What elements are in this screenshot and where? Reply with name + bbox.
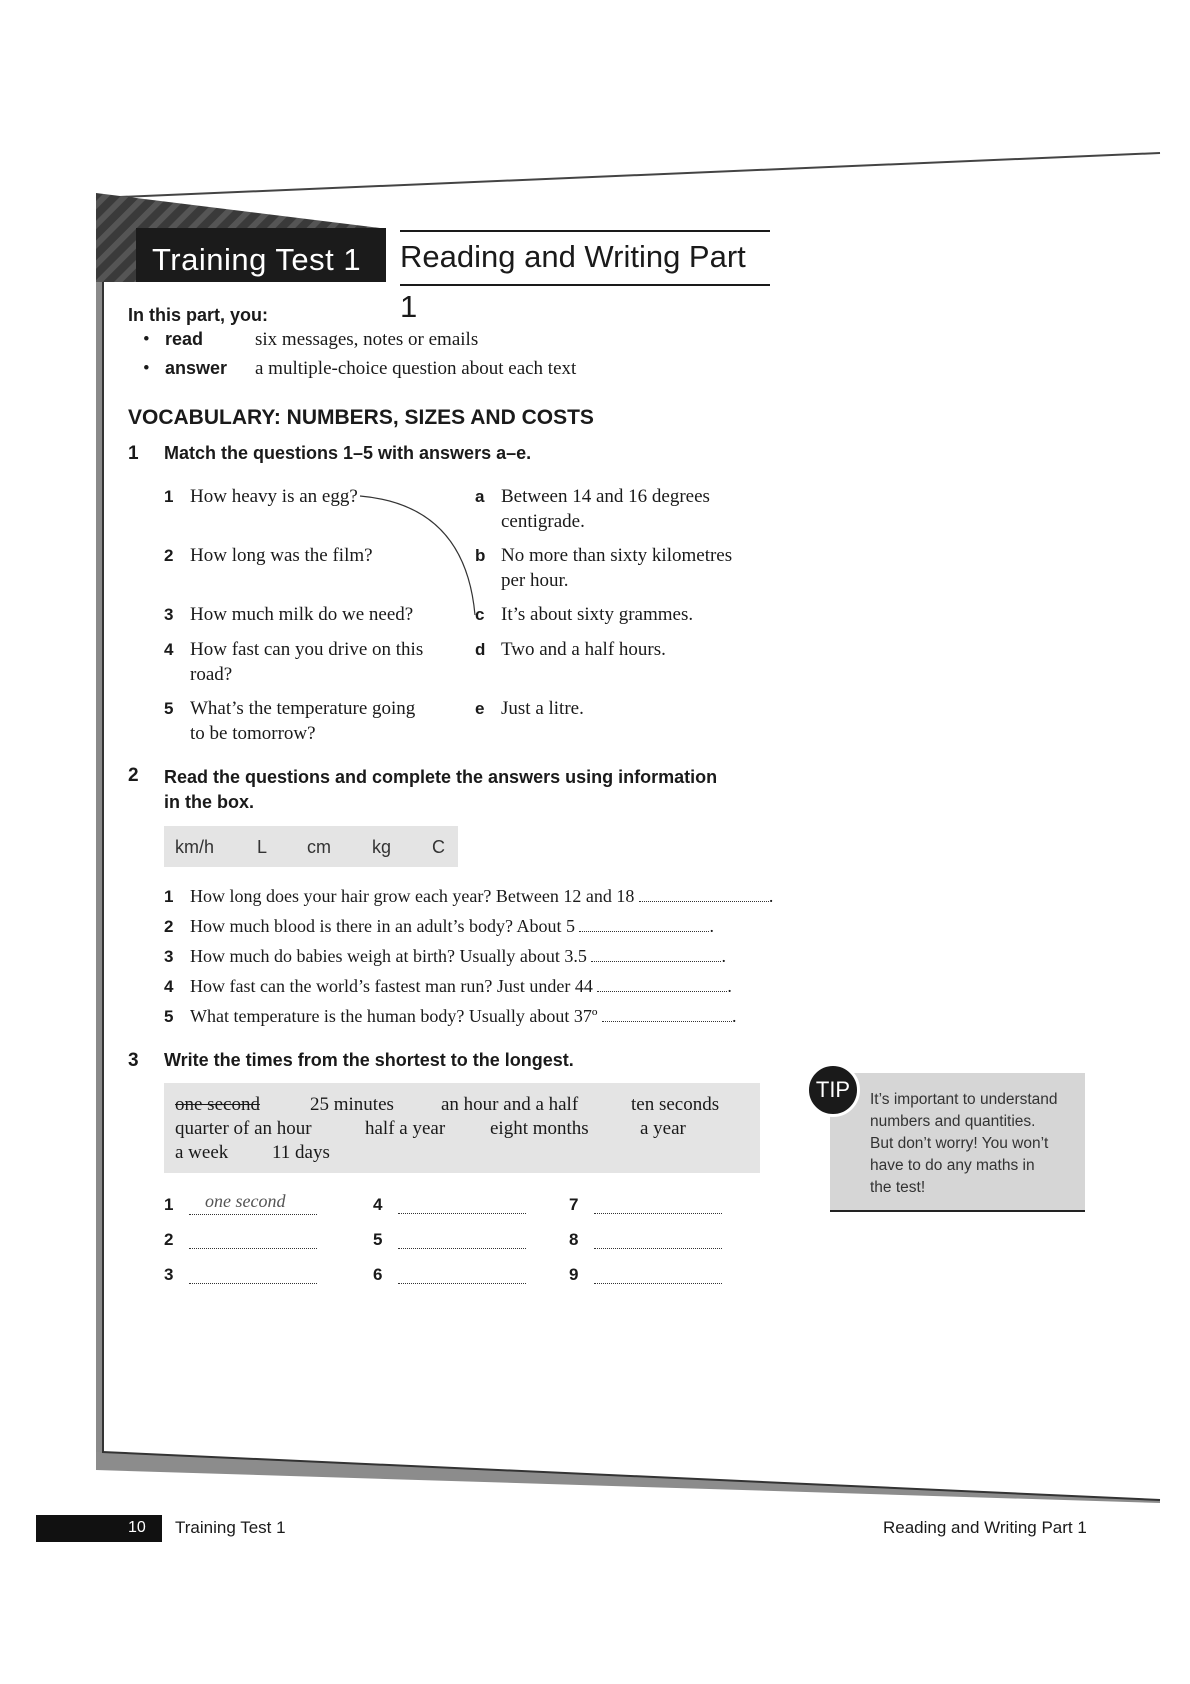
item-question: How much blood is there in an adult’s body? About 5 bbox=[190, 916, 575, 936]
item-question: How much do babies weigh at birth? Usually about 3.5 bbox=[190, 946, 587, 966]
answer-blank[interactable] bbox=[591, 961, 721, 962]
vocab-heading: VOCABULARY: NUMBERS, SIZES AND COSTS bbox=[128, 406, 594, 429]
answer-number: 6 bbox=[373, 1265, 383, 1284]
question-number: 3 bbox=[164, 605, 174, 624]
question-number: 5 bbox=[164, 699, 174, 718]
time-option: ten seconds bbox=[631, 1094, 720, 1115]
time-option: quarter of an hour bbox=[175, 1118, 312, 1139]
answer-text: Just a litre. bbox=[501, 698, 584, 719]
answer-letter: d bbox=[475, 640, 486, 659]
bullet-dot: • bbox=[143, 329, 150, 350]
bullet-dot: • bbox=[143, 358, 150, 379]
item-text: How much do babies weigh at birth? Usually about 3.5 . bbox=[190, 946, 726, 966]
item-question: How fast can the world’s fastest man run? Just under 44 bbox=[190, 976, 593, 996]
answer-letter: b bbox=[475, 546, 486, 565]
answer-text: No more than sixty kilometres bbox=[501, 545, 733, 566]
tip-badge: TIP bbox=[806, 1063, 860, 1117]
answer-text: centigrade. bbox=[501, 511, 585, 532]
page-number-bar bbox=[36, 1515, 162, 1542]
answer-number: 5 bbox=[373, 1230, 383, 1249]
bullet-term: answer bbox=[165, 358, 228, 378]
bullet-text: a multiple-choice question about each text bbox=[255, 358, 577, 379]
footer-left: Training Test 1 bbox=[175, 1518, 286, 1537]
instruction-line: Read the questions and complete the answers using information bbox=[164, 767, 718, 787]
answer-letter: a bbox=[475, 487, 485, 506]
answer-number: 2 bbox=[164, 1230, 174, 1249]
exercise-instruction: Write the times from the shortest to the longest. bbox=[164, 1050, 574, 1070]
tip-line: It’s important to understand bbox=[870, 1091, 1058, 1108]
tip-line: numbers and quantities. bbox=[870, 1113, 1036, 1130]
test-title: Training Test 1 bbox=[152, 242, 362, 277]
time-option: 25 minutes bbox=[310, 1094, 394, 1115]
exercise-number: 2 bbox=[128, 765, 139, 786]
item-number: 3 bbox=[164, 947, 174, 966]
answer-letter: e bbox=[475, 699, 485, 718]
tip-line: the test! bbox=[870, 1179, 926, 1196]
answer-blank[interactable]: one second bbox=[189, 1191, 317, 1215]
item-question: How long does your hair grow each year? Between 12 and 18 bbox=[190, 886, 635, 906]
question-number: 4 bbox=[164, 640, 174, 659]
footer-right: Reading and Writing Part 1 bbox=[883, 1518, 1087, 1537]
item-text: What temperature is the human body? Usually about 37º . bbox=[190, 1006, 737, 1026]
answer-blank[interactable] bbox=[597, 991, 727, 992]
item-text: How much blood is there in an adult’s body? About 5 . bbox=[190, 916, 714, 936]
question-text: How much milk do we need? bbox=[190, 604, 414, 625]
exercise-number: 3 bbox=[128, 1050, 139, 1071]
times-box bbox=[164, 1083, 760, 1173]
answer-blank[interactable] bbox=[639, 901, 769, 902]
part-title: Reading and Writing Part 1 bbox=[400, 230, 770, 286]
answer-text: Two and a half hours. bbox=[501, 639, 666, 660]
answer-text: Between 14 and 16 degrees bbox=[501, 486, 710, 507]
answer-number: 8 bbox=[569, 1230, 579, 1249]
item-number: 2 bbox=[164, 917, 174, 936]
intro-heading: In this part, you: bbox=[128, 305, 269, 325]
answer-text: per hour. bbox=[501, 570, 569, 591]
exercise-number: 1 bbox=[128, 443, 139, 464]
answer-letter: c bbox=[475, 605, 485, 624]
item-text: How long does your hair grow each year? Between 12 and 18 . bbox=[190, 886, 774, 906]
tip-line: But don’t worry! You won’t bbox=[870, 1135, 1049, 1152]
answer-number: 3 bbox=[164, 1265, 174, 1284]
unit: C bbox=[432, 837, 445, 857]
time-option: an hour and a half bbox=[441, 1094, 579, 1115]
question-text: How fast can you drive on this bbox=[190, 639, 424, 660]
bullet-term: read bbox=[165, 329, 204, 349]
answer-blank[interactable] bbox=[398, 1195, 526, 1214]
time-option: 11 days bbox=[272, 1142, 330, 1163]
answer-number: 4 bbox=[373, 1195, 383, 1214]
answer-blank[interactable] bbox=[398, 1265, 526, 1284]
tip-text bbox=[870, 1089, 1080, 1199]
exercise-instruction bbox=[164, 765, 717, 815]
unit: kg bbox=[372, 837, 392, 857]
answer-blank[interactable] bbox=[398, 1230, 526, 1249]
time-option: a year bbox=[640, 1118, 686, 1139]
item-number: 4 bbox=[164, 977, 174, 996]
question-text: What’s the temperature going bbox=[190, 698, 416, 719]
answer-blank[interactable] bbox=[594, 1265, 722, 1284]
answer-blank[interactable] bbox=[189, 1230, 317, 1249]
unit: cm bbox=[307, 837, 331, 857]
question-text: road? bbox=[190, 664, 233, 685]
answer-blank[interactable] bbox=[579, 931, 709, 932]
item-question: What temperature is the human body? Usually about 37º bbox=[190, 1006, 598, 1026]
item-number: 5 bbox=[164, 1007, 174, 1026]
answer-blank[interactable] bbox=[594, 1195, 722, 1214]
answer-text: It’s about sixty grammes. bbox=[501, 604, 694, 625]
answer-blank[interactable] bbox=[594, 1230, 722, 1249]
tip-line: have to do any maths in bbox=[870, 1157, 1035, 1174]
page-number: 10 bbox=[128, 1519, 146, 1536]
question-number: 1 bbox=[164, 487, 174, 506]
unit: km/h bbox=[175, 837, 215, 857]
answer-number: 1 bbox=[164, 1195, 174, 1214]
question-number: 2 bbox=[164, 546, 174, 565]
question-text: How heavy is an egg? bbox=[190, 486, 358, 507]
answer-number: 7 bbox=[569, 1195, 579, 1214]
answer-number: 9 bbox=[569, 1265, 579, 1284]
answer-blank[interactable] bbox=[189, 1265, 317, 1284]
question-text: to be tomorrow? bbox=[190, 723, 316, 744]
bullet-text: six messages, notes or emails bbox=[255, 329, 479, 350]
time-option: half a year bbox=[365, 1118, 446, 1139]
time-option: one second bbox=[175, 1094, 260, 1115]
unit: L bbox=[257, 837, 268, 857]
time-option: eight months bbox=[490, 1118, 589, 1139]
item-number: 1 bbox=[164, 887, 174, 906]
instruction-line: in the box. bbox=[164, 792, 254, 812]
item-text: How fast can the world’s fastest man run? Just under 44 . bbox=[190, 976, 732, 996]
time-option: a week bbox=[175, 1142, 229, 1163]
exercise-instruction: Match the questions 1–5 with answers a–e. bbox=[164, 443, 532, 463]
question-text: How long was the film? bbox=[190, 545, 373, 566]
units-box bbox=[164, 826, 458, 867]
answer-blank[interactable] bbox=[602, 1021, 732, 1022]
